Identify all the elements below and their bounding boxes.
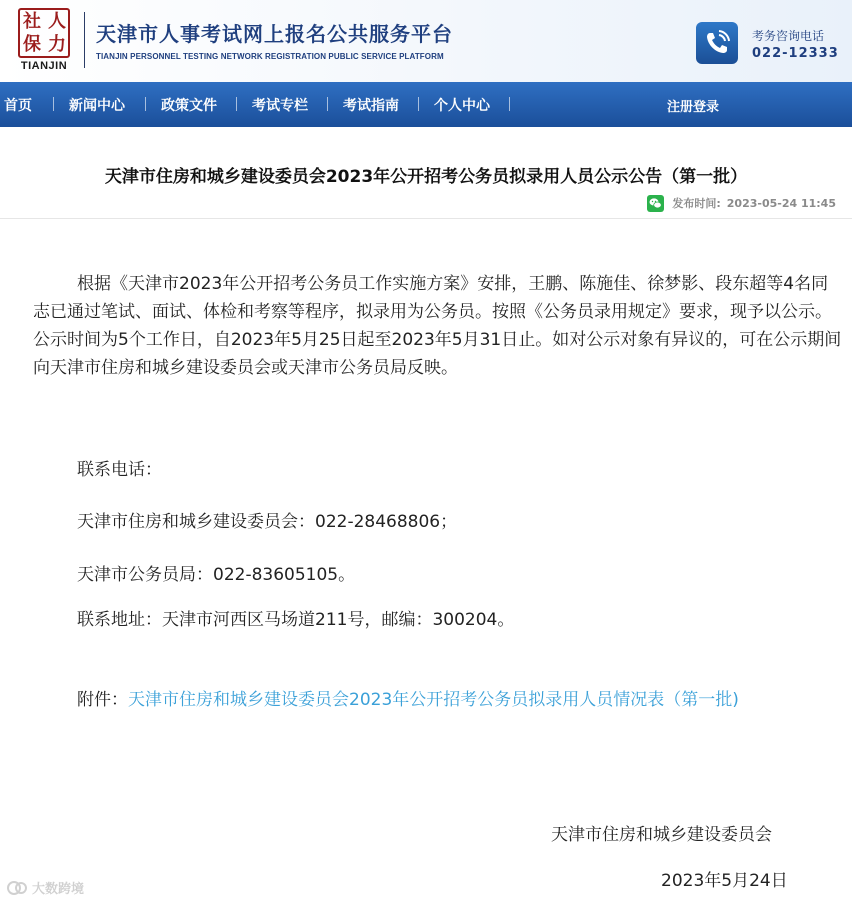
site-subtitle: TIANJIN PERSONNEL TESTING NETWORK REGISTRATION PUBLIC SERVICE PLATFORM: [96, 52, 444, 61]
seal-emblem: [18, 8, 70, 58]
nav-separator: [145, 97, 146, 111]
nav-separator: [418, 97, 419, 111]
site-title: 天津市人事考试网上报名公共服务平台: [96, 22, 453, 46]
signature-organization: 天津市住房和城乡建设委员会: [551, 825, 772, 845]
article-paragraph: 根据《天津市2023年公开招考公务员工作实施方案》安排，王鹏、陈施佳、徐梦影、段东超等4名同志已通过笔试、面试、体检和考察等程序，拟录用为公务员。按照《公务员录用规定》要求，现予以公示。公示时间为5个工作日，自2023年5月25日起至2023年5月31日止。如对公示对象有异议的，可在公示期间向天津市住房和城乡建设委员会或天津市公务员局反映。: [33, 274, 842, 378]
nav-separator: [327, 97, 328, 111]
nav-item-home[interactable]: 首页: [4, 98, 32, 114]
nav-separator: [53, 97, 54, 111]
article-title: 天津市住房和城乡建设委员会2023年公开招考公务员拟录用人员公示公告（第一批）: [104, 167, 748, 187]
nav-separator: [509, 97, 510, 111]
publish-time: 2023-05-24 11:45: [726, 196, 836, 210]
brand-divider: [84, 12, 85, 68]
meta-divider: [0, 218, 852, 219]
attachment-paragraph: [33, 686, 845, 714]
main-nav: [0, 82, 852, 127]
article-meta: [647, 194, 836, 212]
contact-housing-commission: 天津市住房和城乡建设委员会：022-28468806；: [77, 512, 458, 532]
watermark: [6, 878, 84, 897]
nav-item-policy[interactable]: 政策文件: [161, 98, 217, 114]
signature-date: 2023年5月24日: [661, 871, 788, 891]
nav-item-guide[interactable]: 考试指南: [343, 98, 399, 114]
nav-item-exams[interactable]: 考试专栏: [252, 98, 308, 114]
nav-separator: [236, 97, 237, 111]
nav-item-news[interactable]: 新闻中心: [69, 98, 125, 114]
logo-word: TIANJIN: [20, 60, 68, 72]
hotline-label: 考务咨询电话: [752, 29, 825, 43]
publish-label: 发布时间:: [672, 197, 721, 210]
contact-civil-service-bureau: 天津市公务员局：022-83605105。: [77, 565, 356, 585]
wechat-share-icon[interactable]: [647, 195, 664, 212]
logo-char-1: 社: [23, 11, 41, 32]
phone-icon: [696, 22, 738, 64]
site-logo[interactable]: [14, 8, 74, 72]
login-link[interactable]: 注册登录: [667, 100, 720, 115]
watermark-icon: [6, 879, 28, 897]
contact-address: 联系地址：天津市河西区马场道211号，邮编：300204。: [77, 610, 515, 630]
hotline-number: 022-12333: [752, 46, 839, 61]
logo-char-3: 保: [23, 34, 41, 55]
logo-char-4: 力: [48, 34, 66, 55]
contact-label: 联系电话：: [77, 460, 162, 480]
watermark-text: 大数跨境: [32, 882, 85, 897]
attachment-link[interactable]: 天津市住房和城乡建设委员会2023年公开招考公务员拟录用人员情况表（第一批): [128, 690, 739, 710]
attachment-label: 附件：: [77, 690, 128, 710]
logo-char-2: 人: [48, 11, 66, 32]
nav-item-personal[interactable]: 个人中心: [434, 98, 490, 114]
site-header: [0, 0, 852, 82]
